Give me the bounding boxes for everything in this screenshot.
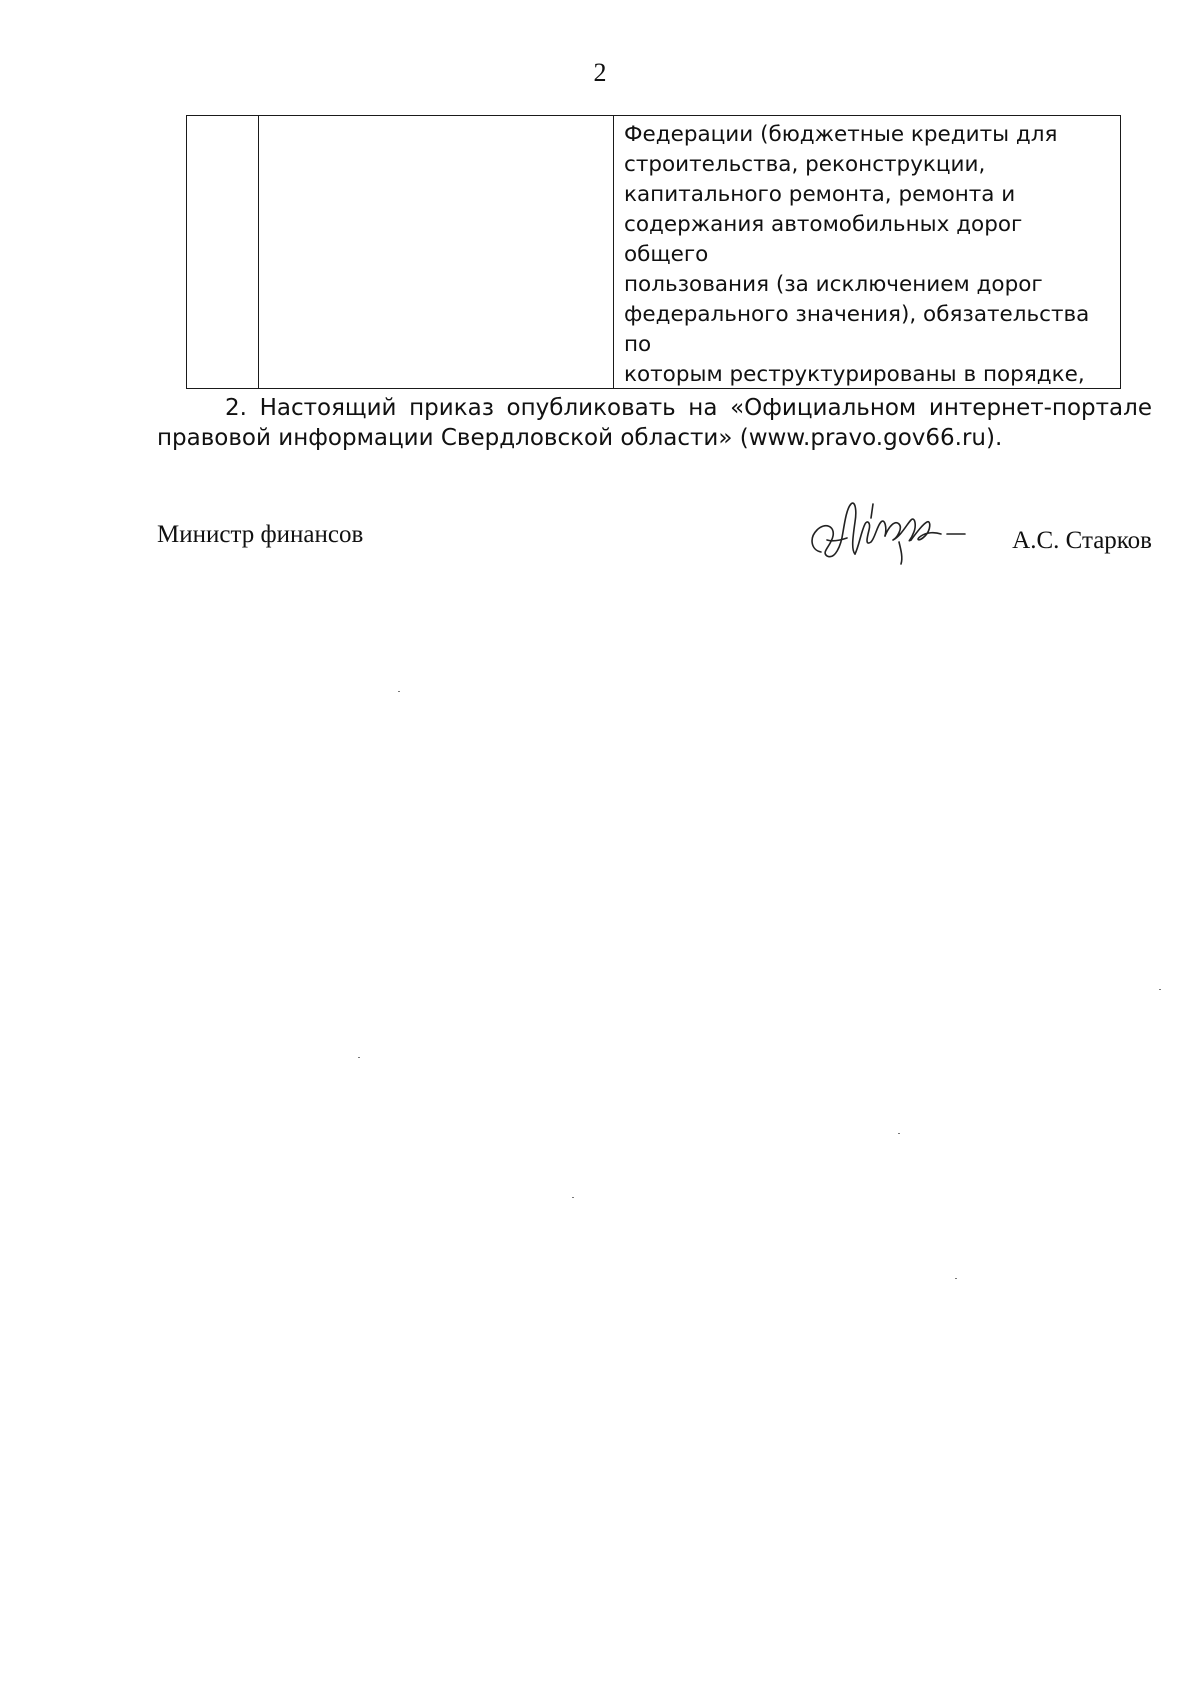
signer-position: Министр финансов xyxy=(157,521,364,548)
paragraph-line-1: 2. Настоящий приказ опубликовать на «Официальном интернет-портале xyxy=(225,395,1152,421)
scan-speck xyxy=(955,1278,957,1279)
page-number: 2 xyxy=(593,58,607,87)
document-table xyxy=(186,115,1121,389)
publication-paragraph xyxy=(157,393,1152,453)
signature-block xyxy=(157,520,1152,580)
table-cell-number xyxy=(187,116,259,388)
scan-speck xyxy=(572,1197,574,1198)
scan-speck xyxy=(358,1057,360,1058)
scan-speck xyxy=(1159,989,1161,990)
scan-speck xyxy=(398,691,400,692)
table-cell-code xyxy=(259,116,614,388)
table-cell-description: Федерации (бюджетные кредиты для строительства, реконструкции, капитального ремонта, ремонта и содержания автомобильных дорог общего пользования (за исключением дорог федерального значения), обязательства по которым реструктурированы в порядке, xyxy=(624,122,1090,387)
signer-name: А.С. Старков xyxy=(1012,527,1152,554)
paragraph-line-2: правовой информации Свердловской области» (www.pravo.gov66.ru). xyxy=(157,425,1003,451)
scan-speck xyxy=(898,1133,900,1134)
handwritten-signature xyxy=(807,496,967,568)
